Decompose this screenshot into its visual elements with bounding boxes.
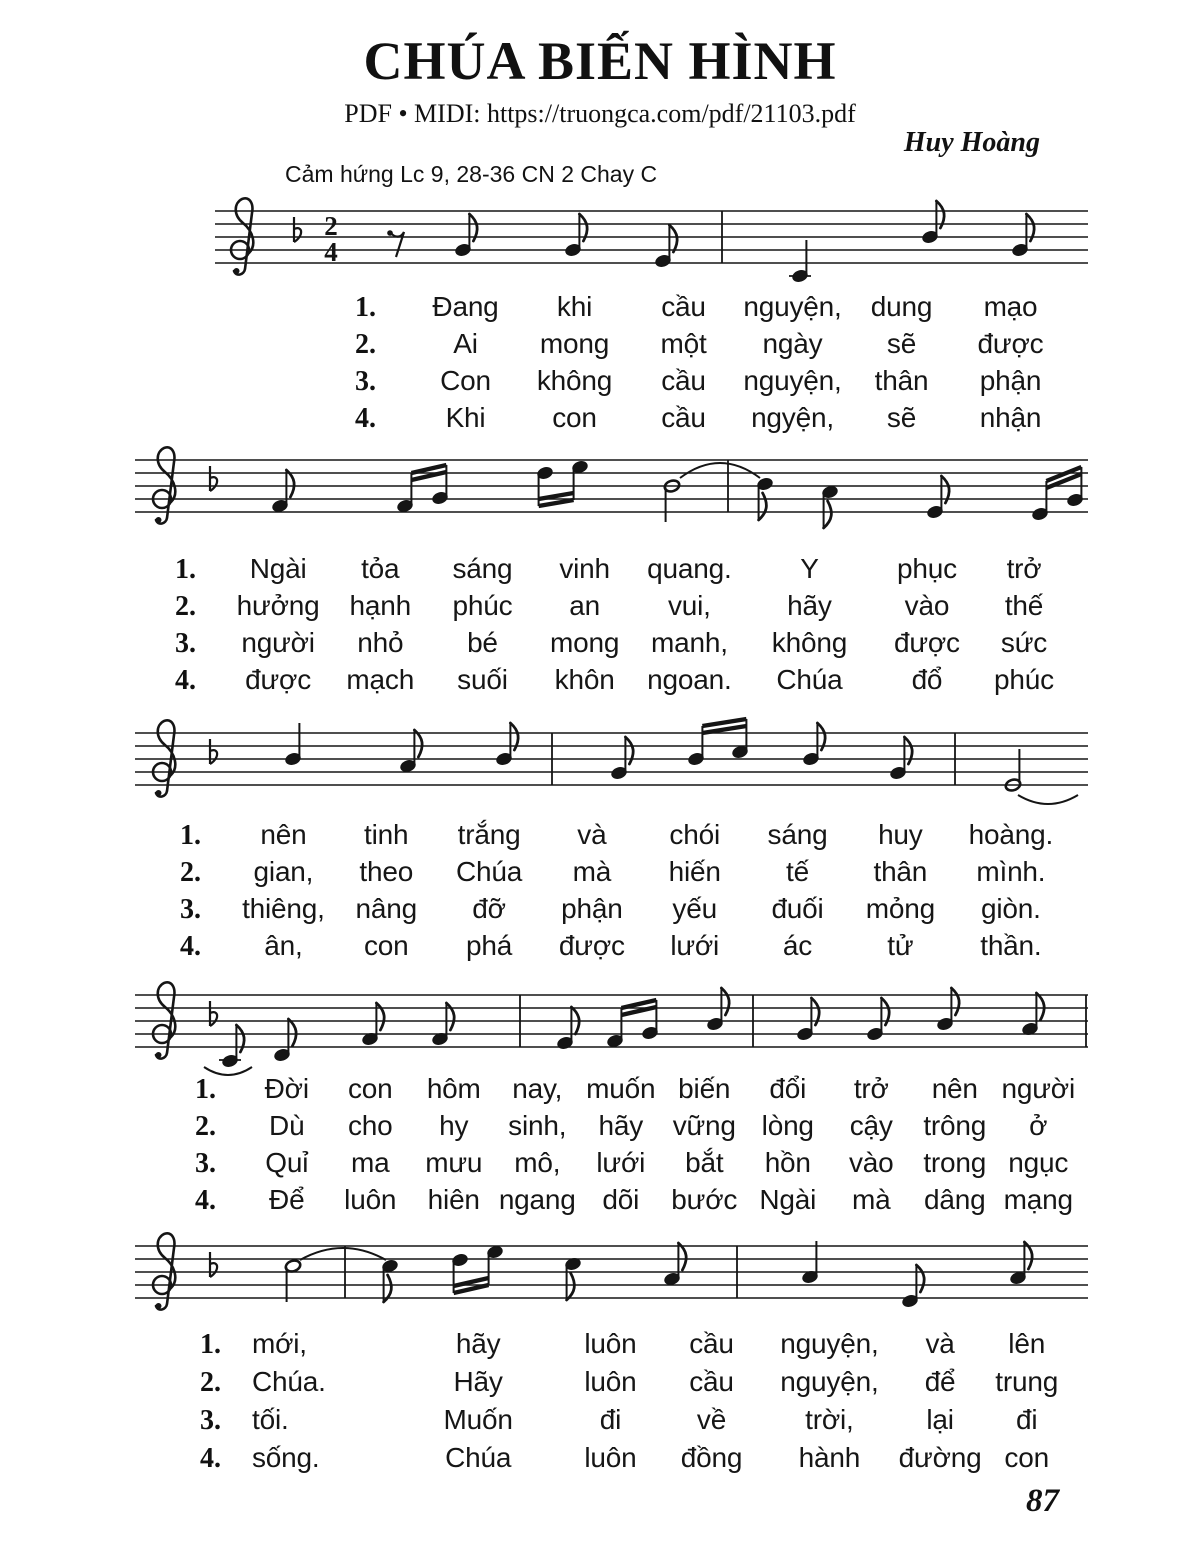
verse-number: 1. (180, 820, 201, 851)
lyric-word: lòng (761, 1110, 814, 1141)
lyric-word: trở (1006, 553, 1042, 584)
staff-system-1 (0, 166, 1200, 296)
lyric-word: nhận (979, 402, 1042, 433)
lyric-word: không (771, 627, 848, 658)
lyric-word: Muốn (443, 1404, 513, 1435)
lyric-word: trắng (457, 819, 521, 850)
lyric-word: muốn (586, 1073, 656, 1104)
page-number: 87 (1026, 1483, 1059, 1519)
lyric-word: hạnh (349, 590, 412, 621)
lyric-word: cho (347, 1110, 393, 1141)
lyric-word: tử (887, 930, 914, 961)
lyric-word: và (577, 819, 607, 850)
lyric-word: nhỏ (357, 627, 404, 658)
lyric-word: nên (260, 819, 307, 850)
verse-number: 2. (200, 1367, 221, 1398)
time-signature-digit: 2 (324, 211, 338, 241)
lyric-word: Ngài (249, 553, 307, 584)
lyric-word: chói (669, 819, 720, 850)
lyric-word: tỏa (361, 553, 400, 584)
lyric-word: mô, (514, 1147, 561, 1178)
verse-number: 1. (200, 1329, 221, 1360)
lyric-word: người (1001, 1073, 1075, 1104)
lyric-word: mong (550, 627, 620, 658)
lyric-word: được (977, 328, 1044, 359)
lyric-word: nâng (355, 893, 417, 924)
lyric-word: Ngài (759, 1184, 817, 1215)
lyric-word: Đời (264, 1073, 309, 1104)
lyric-word: thân (873, 856, 928, 887)
verse-number: 3. (175, 628, 196, 659)
lyric-word: tế (786, 856, 809, 887)
lyric-word: lưới (670, 930, 720, 961)
lyric-word: mới, (252, 1328, 307, 1359)
lyric-word: phận (979, 365, 1042, 396)
lyric-word: hồn (764, 1147, 811, 1178)
lyric-word: vinh (559, 553, 610, 584)
lyric-word: ngoan. (647, 664, 732, 695)
lyric-word: luôn (344, 1184, 397, 1215)
verse-number: 2. (180, 857, 201, 888)
time-signature-digit: 4 (324, 237, 338, 267)
lyric-word: luôn (584, 1366, 637, 1397)
lyric-word: biến (678, 1073, 731, 1104)
lyric-word: và (925, 1328, 955, 1359)
lyric-word: cầu (661, 365, 706, 396)
lyric-word: ngày (762, 328, 823, 359)
verse-line (195, 1107, 1080, 1144)
lyric-word: ác (782, 930, 813, 961)
lyric-word: an (569, 590, 600, 621)
lyric-word: quang. (647, 553, 732, 584)
lyric-word: phận (561, 893, 623, 924)
staff-system-5 (0, 1201, 1200, 1331)
lyric-word: manh, (650, 627, 728, 658)
lyric-word: nguyện, (743, 291, 842, 322)
lyric-word: con (1004, 1442, 1049, 1473)
lyric-word: Quỉ (265, 1147, 309, 1178)
lyric-word: đổi (769, 1073, 807, 1104)
lyric-word: đổ (911, 664, 943, 695)
lyric-word: phúc (994, 664, 1054, 695)
lyric-word: luôn (584, 1328, 637, 1359)
verse-line (195, 1070, 1080, 1107)
lyric-word: Chúa (445, 1442, 512, 1473)
lyric-word: bắt (685, 1147, 724, 1178)
lyric-word: đi (1015, 1404, 1038, 1435)
lyric-word: nguyện, (743, 365, 842, 396)
lyric-word: mỏng (865, 893, 935, 924)
lyric-word: Hãy (453, 1366, 503, 1397)
lyric-word: Để (269, 1184, 305, 1215)
lyric-word: mưu (425, 1147, 483, 1178)
lyric-word: Ai (453, 328, 478, 359)
lyrics-block-2 (175, 550, 1070, 698)
lyric-word: nay, (512, 1073, 563, 1104)
lyric-word: yếu (672, 893, 717, 924)
lyric-word: Khi (445, 402, 486, 433)
lyric-word: mong (539, 328, 610, 359)
lyric-word: được (893, 627, 960, 658)
verse-line (195, 1144, 1080, 1181)
lyric-word: được (558, 930, 625, 961)
scripture-reference: Cảm hứng Lc 9, 28-36 CN 2 Chay C (285, 161, 658, 187)
lyric-word: ở (1029, 1110, 1048, 1141)
lyric-word: phá (465, 930, 513, 961)
lyric-word: trung (995, 1366, 1059, 1397)
lyric-word: sống. (252, 1442, 320, 1473)
verse-number: 2. (195, 1111, 216, 1142)
lyric-word: đồng (680, 1442, 743, 1473)
lyric-word: thần. (980, 930, 1042, 961)
verse-line (180, 853, 1070, 890)
lyric-word: hôm (426, 1073, 481, 1104)
lyric-word: vững (672, 1110, 736, 1141)
lyric-word: nguyện, (780, 1328, 879, 1359)
lyric-word: thiêng, (242, 893, 325, 924)
verse-number: 2. (355, 329, 376, 360)
lyric-word: mạch (346, 664, 415, 695)
lyric-word: bước (671, 1184, 738, 1215)
verse-number: 3. (200, 1405, 221, 1436)
lyrics-block-3 (180, 816, 1070, 964)
lyric-word: trong (923, 1147, 987, 1178)
verse-line (355, 325, 1065, 362)
lyric-word: Chúa. (252, 1366, 326, 1397)
staff-system-3 (0, 688, 1200, 818)
lyric-word: hy (439, 1110, 469, 1141)
lyric-word: cầu (661, 291, 706, 322)
verse-number: 3. (355, 366, 376, 397)
lyric-word: ngyện, (751, 402, 834, 433)
verse-line (200, 1439, 1070, 1477)
lyric-word: con (552, 402, 597, 433)
lyric-word: lên (1008, 1328, 1046, 1359)
staff-system-4 (0, 950, 1200, 1080)
lyric-word: Dù (269, 1110, 305, 1141)
verse-number: 1. (195, 1074, 216, 1105)
lyric-word: Con (440, 365, 491, 396)
verse-line (200, 1325, 1070, 1363)
verse-line (180, 816, 1070, 853)
lyric-word: một (660, 328, 707, 359)
lyric-word: sẽ (886, 328, 917, 359)
lyric-word: ngục (1008, 1147, 1069, 1178)
lyric-word: sinh, (508, 1110, 567, 1141)
lyric-word: con (347, 1073, 393, 1104)
lyric-word: lưới (596, 1147, 646, 1178)
lyric-word: mình. (976, 856, 1046, 887)
lyric-word: hưởng (236, 590, 320, 621)
verse-line (355, 288, 1065, 325)
lyric-word: lại (926, 1404, 954, 1435)
lyric-word: giòn. (981, 893, 1041, 924)
lyric-word: dung (870, 291, 933, 322)
verse-line (180, 890, 1070, 927)
lyric-word: trông (923, 1110, 987, 1141)
lyric-word: để (924, 1366, 956, 1397)
lyric-word: mạo (983, 291, 1038, 322)
lyric-word: bé (467, 627, 498, 658)
lyric-word: không (536, 365, 613, 396)
verse-line (355, 362, 1065, 399)
lyric-word: phúc (452, 590, 513, 621)
lyric-word: vào (904, 590, 950, 621)
verse-number: 4. (175, 665, 196, 696)
lyrics-block-5 (200, 1325, 1070, 1477)
lyric-word: cầu (661, 402, 706, 433)
lyric-word: ân, (264, 930, 303, 961)
lyric-word: phục (896, 553, 957, 584)
lyric-word: nguyện, (780, 1366, 879, 1397)
lyric-word: hiên (427, 1184, 480, 1215)
lyric-word: khôn (554, 664, 615, 695)
lyric-word: trời, (805, 1404, 854, 1435)
lyric-word: được (245, 664, 312, 695)
lyrics-block-1 (355, 288, 1065, 436)
lyric-word: thân (874, 365, 929, 396)
composer-name: Huy Hoàng (903, 127, 1040, 158)
lyric-word: cậy (849, 1110, 893, 1141)
verse-line (175, 550, 1070, 587)
verse-number: 2. (175, 591, 196, 622)
lyric-word: suối (457, 664, 508, 695)
lyric-word: nên (931, 1073, 978, 1104)
lyrics-block-4 (195, 1070, 1080, 1218)
lyric-word: Đang (432, 291, 499, 322)
lyric-word: con (363, 930, 409, 961)
lyric-word: trở (853, 1073, 889, 1104)
verse-number: 1. (355, 292, 376, 323)
lyric-word: dâng (924, 1184, 986, 1215)
verse-line (200, 1363, 1070, 1401)
verse-number: 1. (175, 554, 196, 585)
lyric-word: luôn (584, 1442, 637, 1473)
pdf-midi-link-text: PDF • MIDI: https://truongca.com/pdf/21103.pdf (344, 99, 856, 128)
lyric-word: hãy (787, 590, 832, 621)
lyric-word: đi (599, 1404, 622, 1435)
verse-line (175, 624, 1070, 661)
lyric-word: cầu (689, 1328, 734, 1359)
verse-line (200, 1401, 1070, 1439)
lyric-word: sáng (452, 553, 513, 584)
lyric-word: vui, (667, 590, 711, 621)
lyric-word: Y (800, 553, 819, 584)
verse-line (175, 587, 1070, 624)
lyric-word: hiến (668, 856, 721, 887)
lyric-word: mạng (1003, 1184, 1073, 1215)
lyric-word: hãy (598, 1110, 644, 1141)
lyric-word: đường (898, 1442, 982, 1473)
verse-number: 4. (180, 931, 201, 962)
lyric-word: cầu (689, 1366, 734, 1397)
lyric-word: ngang (498, 1184, 576, 1215)
lyric-word: tối. (252, 1404, 289, 1435)
lyric-word: sáng (767, 819, 828, 850)
lyric-word: hãy (455, 1328, 501, 1359)
lyric-word: đuối (771, 893, 824, 924)
lyric-word: huy (878, 819, 923, 850)
lyric-word: mà (852, 1184, 891, 1215)
lyric-word: đỡ (472, 893, 506, 924)
lyric-word: tinh (364, 819, 409, 850)
verse-number: 4. (195, 1185, 216, 1216)
verse-number: 3. (195, 1148, 216, 1179)
lyric-word: về (696, 1404, 727, 1435)
lyric-word: Chúa (455, 856, 523, 887)
lyric-word: theo (359, 856, 414, 887)
lyric-word: thế (1004, 590, 1044, 621)
lyric-word: mà (572, 856, 612, 887)
verse-number: 4. (200, 1443, 221, 1474)
lyric-word: gian, (253, 856, 314, 887)
lyric-word: Chúa (776, 664, 843, 695)
lyric-word: sẽ (886, 402, 917, 433)
verse-number: 3. (180, 894, 201, 925)
lyric-word: người (241, 627, 315, 658)
lyric-word: vào (848, 1147, 894, 1178)
lyric-word: ma (351, 1147, 390, 1178)
staff-system-2 (0, 415, 1200, 545)
lyric-word: dõi (602, 1184, 640, 1215)
song-title: CHÚA BIẾN HÌNH (363, 31, 837, 91)
lyric-word: khi (556, 291, 593, 322)
lyric-word: sức (1000, 627, 1048, 658)
lyric-word: hoàng. (968, 819, 1054, 850)
lyric-word: hành (798, 1442, 861, 1473)
verse-number: 4. (355, 403, 376, 434)
